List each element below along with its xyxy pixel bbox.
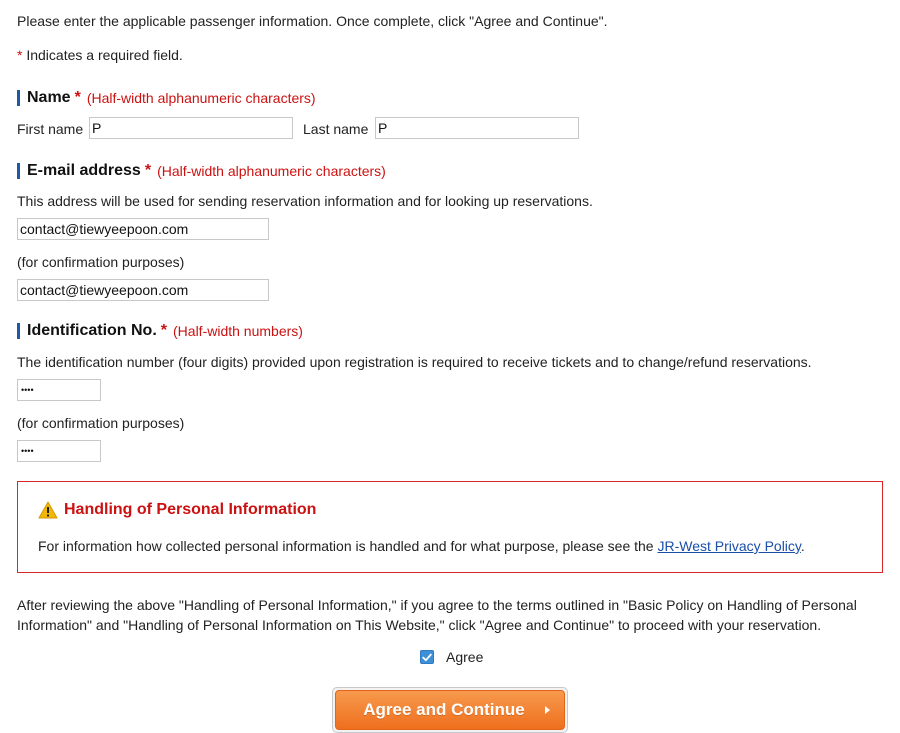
agree-continue-frame xyxy=(332,687,568,733)
notice-body-suffix: . xyxy=(800,538,805,554)
section-marker xyxy=(17,163,20,179)
email-description: This address will be used for sending reservation information and for looking up reservations. xyxy=(17,193,593,209)
agree-label: Agree xyxy=(446,649,484,665)
notice-heading xyxy=(38,501,316,519)
checkmark-icon xyxy=(422,653,432,662)
required-asterisk: * xyxy=(144,162,152,179)
id-password-input[interactable]: •••• xyxy=(17,379,101,401)
last-name-label: Last name xyxy=(303,121,369,137)
required-note-text: Indicates a required field. xyxy=(26,47,183,63)
email-confirm-input[interactable] xyxy=(17,279,269,301)
agree-continue-label: Agree and Continue xyxy=(363,700,525,719)
required-asterisk: * xyxy=(160,322,168,339)
id-format-note: (Half-width numbers) xyxy=(173,323,303,339)
email-section-title: E-mail address xyxy=(27,162,141,179)
required-field-note xyxy=(17,47,183,63)
privacy-policy-link[interactable]: JR-West Privacy Policy xyxy=(657,538,801,554)
id-confirm-password-input[interactable]: •••• xyxy=(17,440,101,462)
id-section-heading xyxy=(17,322,303,340)
personal-info-notice xyxy=(17,481,883,573)
id-confirm-label: (for confirmation purposes) xyxy=(17,415,185,431)
first-name-input[interactable] xyxy=(89,117,293,139)
intro-text: Please enter the applicable passenger information. Once complete, click "Agree and Continue". xyxy=(17,13,608,29)
agreement-text: After reviewing the above "Handling of Personal Information," if you agree to the terms outlined in "Basic Policy on Handling of Personal Information" and "Handling of Personal Information on This Website," click "Agree and Continue" to proceed with your reservation. xyxy=(17,597,857,633)
id-description: The identification number (four digits) provided upon registration is required to receive tickets and to change/refund reservations. xyxy=(17,354,812,370)
required-asterisk: * xyxy=(74,89,81,106)
warning-icon xyxy=(38,501,58,519)
notice-body xyxy=(38,538,805,554)
arrow-right-icon xyxy=(545,706,550,714)
notice-title: Handling of Personal Information xyxy=(64,501,317,518)
last-name-input[interactable] xyxy=(375,117,579,139)
email-confirm-label: (for confirmation purposes) xyxy=(17,254,185,270)
agree-checkbox[interactable] xyxy=(420,650,434,664)
name-section-heading xyxy=(17,89,316,107)
required-asterisk: * xyxy=(17,47,23,63)
id-section-title: Identification No. xyxy=(27,322,157,339)
section-marker xyxy=(17,323,20,339)
first-name-label: First name xyxy=(17,121,84,137)
notice-body-text: For information how collected personal information is handled and for what purpose, please see the xyxy=(38,538,658,554)
email-format-note: (Half-width alphanumeric characters) xyxy=(157,163,386,179)
name-section-title: Name xyxy=(27,89,71,106)
section-marker xyxy=(17,90,20,106)
name-format-note: (Half-width alphanumeric characters) xyxy=(86,90,316,106)
agree-option[interactable] xyxy=(420,649,483,665)
agree-continue-button[interactable] xyxy=(335,690,565,730)
email-input[interactable] xyxy=(17,218,269,240)
email-section-heading xyxy=(17,162,386,180)
